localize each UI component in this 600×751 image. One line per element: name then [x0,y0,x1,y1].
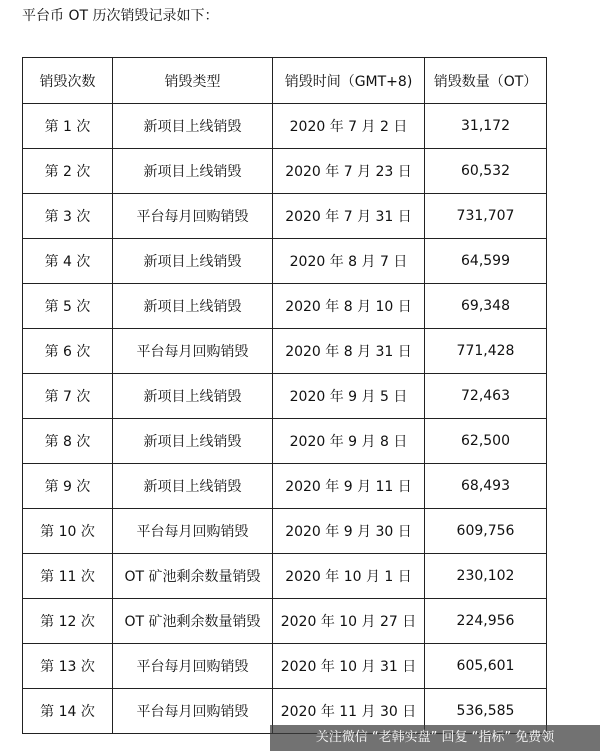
header-burn-time: 销毁时间（GMT+8) [273,58,425,104]
cell-count: 第 12 次 [23,599,113,644]
cell-amount: 64,599 [425,239,547,284]
watermark-banner: 关注微信 “老韩实盘” 回复 “指标” 免费领 [270,725,600,751]
cell-amount: 771,428 [425,329,547,374]
cell-type: 新项目上线销毁 [113,284,273,329]
table-row [23,599,547,644]
cell-time: 2020 年 9 月 5 日 [273,374,425,419]
cell-type: 平台每月回购销毁 [113,194,273,239]
cell-amount: 224,956 [425,599,547,644]
cell-time: 2020 年 11 月 30 日 [273,689,425,734]
table-row [23,104,547,149]
cell-amount: 230,102 [425,554,547,599]
cell-count: 第 1 次 [23,104,113,149]
header-burn-count: 销毁次数 [23,58,113,104]
table-row [23,374,547,419]
cell-type: 平台每月回购销毁 [113,644,273,689]
cell-type: 新项目上线销毁 [113,374,273,419]
cell-amount: 68,493 [425,464,547,509]
table-row [23,284,547,329]
cell-type: 新项目上线销毁 [113,464,273,509]
cell-time: 2020 年 8 月 10 日 [273,284,425,329]
cell-count: 第 11 次 [23,554,113,599]
cell-count: 第 5 次 [23,284,113,329]
table-row [23,194,547,239]
cell-count: 第 8 次 [23,419,113,464]
cell-amount: 536,585 [425,689,547,734]
table-row [23,239,547,284]
cell-amount: 605,601 [425,644,547,689]
cell-time: 2020 年 9 月 30 日 [273,509,425,554]
cell-count: 第 13 次 [23,644,113,689]
cell-type: 平台每月回购销毁 [113,689,273,734]
cell-time: 2020 年 8 月 31 日 [273,329,425,374]
cell-count: 第 7 次 [23,374,113,419]
cell-count: 第 10 次 [23,509,113,554]
table-header-row [23,58,547,104]
table-row [23,419,547,464]
cell-time: 2020 年 7 月 31 日 [273,194,425,239]
cell-time: 2020 年 7 月 23 日 [273,149,425,194]
cell-time: 2020 年 10 月 31 日 [273,644,425,689]
cell-time: 2020 年 9 月 11 日 [273,464,425,509]
cell-type: 平台每月回购销毁 [113,509,273,554]
cell-time: 2020 年 7 月 2 日 [273,104,425,149]
table-row [23,149,547,194]
table-row [23,464,547,509]
cell-type: 新项目上线销毁 [113,239,273,284]
cell-time: 2020 年 10 月 1 日 [273,554,425,599]
intro-text: 平台币 OT 历次销毁记录如下： [22,8,219,24]
cell-amount: 31,172 [425,104,547,149]
cell-count: 第 2 次 [23,149,113,194]
header-burn-type: 销毁类型 [113,58,273,104]
cell-amount: 60,532 [425,149,547,194]
cell-count: 第 4 次 [23,239,113,284]
table-row [23,554,547,599]
cell-amount: 72,463 [425,374,547,419]
cell-count: 第 3 次 [23,194,113,239]
cell-type: 新项目上线销毁 [113,419,273,464]
cell-time: 2020 年 9 月 8 日 [273,419,425,464]
cell-amount: 731,707 [425,194,547,239]
cell-amount: 62,500 [425,419,547,464]
cell-type: OT 矿池剩余数量销毁 [113,554,273,599]
cell-type: 新项目上线销毁 [113,104,273,149]
burn-records-table [22,57,547,734]
cell-count: 第 9 次 [23,464,113,509]
cell-amount: 69,348 [425,284,547,329]
table-row [23,509,547,554]
header-burn-amount: 销毁数量（OT） [425,58,547,104]
cell-type: OT 矿池剩余数量销毁 [113,599,273,644]
table-row [23,329,547,374]
cell-amount: 609,756 [425,509,547,554]
cell-count: 第 14 次 [23,689,113,734]
cell-type: 平台每月回购销毁 [113,329,273,374]
cell-time: 2020 年 8 月 7 日 [273,239,425,284]
table-row [23,644,547,689]
cell-time: 2020 年 10 月 27 日 [273,599,425,644]
cell-count: 第 6 次 [23,329,113,374]
cell-type: 新项目上线销毁 [113,149,273,194]
